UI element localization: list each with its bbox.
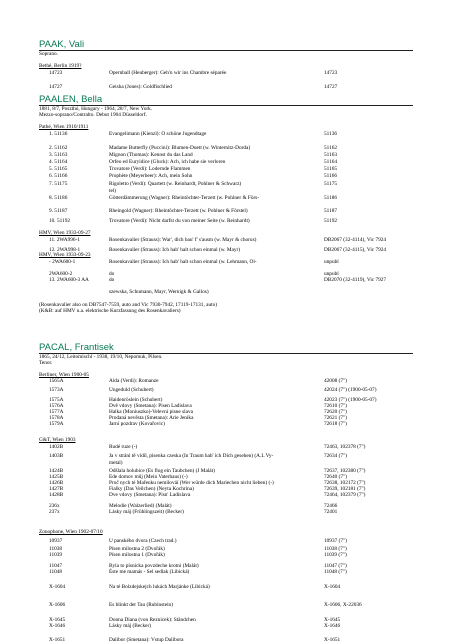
matrix-number: 1. 51136 (49, 131, 68, 137)
matrix-number: 11. 2WA996-1 (49, 237, 80, 243)
record-title: Opernball (Heuberger): Geh'n wir ins Chambre séparée (109, 70, 227, 76)
catalog-number: unpubl (324, 271, 339, 277)
record-title: Rosenkavalier (Strauss): Ich hab' halt schon einmal (w. Mayr) (109, 247, 241, 253)
record-title: Lásky máj (Becker) (109, 623, 152, 629)
catalog-number: X-1645 (324, 617, 341, 623)
record-title: Písen milostna 2 (Dvořák) (109, 546, 165, 552)
matrix-number: 9. 51187 (49, 208, 68, 214)
catalog-number: DB2070 (32-4119), Vic 7927 (324, 277, 387, 283)
catalog-number: DB2067 (32-4114), Vic 7924 (324, 237, 387, 243)
record-title: Geisha (Jones): Goldfischlied (109, 84, 172, 90)
record-title: Evangelimann (Kienzl): O schöne Jugendtage (109, 131, 207, 137)
session-heading: Berliner, Wien 1900-05 (39, 372, 89, 378)
record-title: U panského dvora (Czech trad.) (109, 538, 177, 544)
artist-details: Mezzo-soprano/Contralto. Debut 1904 Düsseldorf. (39, 112, 147, 118)
matrix-number: 1424B (49, 468, 64, 474)
record-title: Proč nych té Mařenku nemilováí (Wer würde dich Mariechen nicht lieben) (-) (109, 480, 274, 486)
matrix-number: 6. 51166 (49, 173, 68, 179)
record-title: Trovatore (Verdi): Lodernde Flammen (109, 166, 191, 172)
matrix-number: 1576A (49, 403, 64, 409)
artist-details: Tenor. (39, 360, 53, 366)
record-title: Ungeduld (Schubert) (109, 387, 154, 393)
matrix-number: - 2WA600-1 (49, 259, 76, 265)
matrix-number: 3. 51163 (49, 152, 68, 158)
catalog-number: 51186 (324, 195, 338, 201)
record-title: Dvě vdovy (Smetana): Pisen Ladislava (109, 403, 192, 409)
session-heading: G&T, Wien 1903 (39, 437, 76, 443)
matrix-number: 11047 (49, 563, 63, 569)
matrix-number: X-1645 (49, 617, 66, 623)
catalog-number: 51187 (324, 208, 338, 214)
record-title: Lásky máj (Frühlingszeit) (Becker) (109, 509, 184, 515)
continuation-text: metal) (109, 460, 123, 466)
record-title: Orfeo ed Euryidice (Gluck): Ach, ich habe sie verloren (109, 159, 226, 165)
record-title: do (109, 277, 115, 283)
artist-details: Soprano. (39, 51, 58, 57)
catalog-number: 72620 (7") (324, 409, 347, 415)
matrix-number: X-1651 (49, 637, 66, 643)
catalog-number: 51175 (324, 181, 338, 187)
catalog-number: 72463, 102378 (7") (324, 444, 366, 450)
session-heading: Bethé, Berlin 1919? (39, 63, 82, 69)
record-title: Götterdämmerung (Wagner): Rheintöchter-Terzett (w. Pohlner & Förs- (109, 195, 260, 201)
record-title: Éste me mamás - Sel sedlak (Libická) (109, 569, 190, 575)
record-title: Haidenröslein (Schubert) (109, 397, 163, 403)
matrix-number: 2WA600-2 (49, 271, 73, 277)
artist-name: PAALEN, Bella (39, 94, 103, 105)
catalog-number: X-1606, X-22036 (324, 602, 362, 608)
catalog-number: 42023 (7") (1900-05-07) (324, 397, 377, 403)
catalog-number: 72639, 102181 (7") (324, 486, 366, 492)
catalog-number: 72640 (7") (324, 474, 347, 480)
matrix-number: 1402B (49, 444, 64, 450)
matrix-number: 1426B (49, 480, 64, 486)
matrix-number: 2. 51162 (49, 145, 68, 151)
matrix-number: 11039 (49, 552, 63, 558)
matrix-number: 11048 (49, 569, 63, 575)
matrix-number: 1565A (49, 378, 64, 384)
matrix-number: 10937 (49, 538, 63, 544)
matrix-number: 14727 (49, 84, 63, 90)
record-title: Mignon (Thomas): Kennst du das Land (109, 152, 193, 158)
record-title: Fialky (Das Veilchen) (Neyta Kochrína) (109, 486, 194, 492)
catalog-number: 51136 (324, 131, 338, 137)
record-title: Trovatore (Verdi): Nicht darfst du von meiner Seite (w. Reinhardt) (109, 218, 250, 224)
catalog-number: 51162 (324, 145, 338, 151)
catalog-number: 42008 (7") (324, 378, 347, 384)
record-title: Rudé ruze (-) (109, 444, 138, 450)
catalog-number: 51165 (324, 166, 338, 172)
session-heading: Pathé, Wien 1910/1911 (39, 124, 89, 130)
catalog-number: 11048 (7") (324, 569, 347, 575)
record-title: Madame Butterfly (Puccini): Blumen-Duett (w. Winternitz-Dorda) (109, 145, 251, 151)
record-title: Rigoletto (Verdi): Quartett (w. Reinhardt, Pohlner & Schwarz) (109, 181, 242, 187)
matrix-number: 1403B (49, 453, 64, 459)
matrix-number: 12. 2WA998-1 (49, 247, 81, 253)
catalog-number: X-1651 (324, 637, 341, 643)
matrix-number: 13. 2WA600-3 AA (49, 277, 89, 283)
catalog-number: 51164 (324, 159, 338, 165)
catalog-number: 72637, 102380 (7") (324, 468, 366, 474)
matrix-number: 7. 51175 (49, 181, 68, 187)
record-title: Ede domov můj (Mein Vaterhaus) (-) (109, 474, 188, 480)
record-title: Halka (Moniuszko)-Velevni pisne slava (109, 409, 193, 415)
catalog-number: 72610 (7") (324, 403, 347, 409)
record-title: Rosenkavalier (Strauss): War', dich bau' f' s'ausm (w. Mayr & chorus) (109, 237, 257, 243)
session-heading: Zonophone, Wien 1902-07/10 (39, 529, 103, 535)
record-title: Odšlala holubice (Es flog ein Taubchen) (J Malát) (109, 468, 215, 474)
catalog-number: 10937 (7") (324, 538, 347, 544)
record-title: Melodie (Walzerlied) (Malát) (109, 503, 172, 509)
matrix-number: 236x (49, 503, 60, 509)
continuation-text: szewska, Schumann, Mayr, Wernigk & Gallos) (109, 289, 209, 295)
matrix-number: X-1606 (49, 602, 66, 608)
record-title: Byla to písnicka povzdeche krotni (Malát) (109, 563, 199, 569)
matrix-number: 14723 (49, 70, 63, 76)
catalog-number: unpubl (324, 259, 339, 265)
matrix-number: X-1646 (49, 623, 66, 629)
catalog-number: 14723 (324, 70, 338, 76)
matrix-number: 10. 51192 (49, 218, 70, 224)
artist-name: PACAL, Frantisek (39, 342, 114, 353)
matrix-number: 1427B (49, 486, 64, 492)
continuation-text: tel) (109, 188, 117, 194)
session-heading: HMV, Wien 1933-09-23 (39, 252, 91, 258)
matrix-number: 1428B (49, 492, 64, 498)
catalog-number: 11047 (7") (324, 563, 347, 569)
matrix-number: 4. 51164 (49, 159, 68, 165)
record-title: do (109, 271, 115, 277)
record-title: Rosenkavalier (Strauss): Ich hab' halt schon einmal (w. Lehmann, Ol- (109, 259, 257, 265)
record-title: Písen milostna 1 (Dvořák) (109, 552, 165, 558)
name-rule (39, 50, 413, 51)
catalog-number: 72621 (7") (324, 415, 347, 421)
artist-name: PAAK, Vali (39, 39, 85, 50)
matrix-number: 8. 51186 (49, 195, 68, 201)
record-title: Donna Diana (von Reznicek): Ständchen (109, 617, 196, 623)
matrix-number: 1579A (49, 421, 64, 427)
catalog-number: 72466 (324, 503, 338, 509)
matrix-number: 237x (49, 509, 60, 515)
artist-details: 1881, 8/7, Poszthó, Hungary - 1964, 28/7, New York. (39, 106, 153, 112)
record-title: Aida (Verdi): Romanze (109, 378, 159, 384)
matrix-number: 1578A (49, 415, 64, 421)
catalog-number: 14727 (324, 84, 338, 90)
record-title: Prophète (Meyerbeer): Ach, mein Sohn (109, 173, 193, 179)
catalog-number: 72618 (7") (324, 421, 347, 427)
catalog-number: 51163 (324, 152, 338, 158)
record-title: Dve vdovy (Smetana): Pisn' Ladislava (109, 492, 191, 498)
catalog-number: X-1646 (324, 623, 341, 629)
catalog-number: DB2067 (32-4115), Vic 7924 (324, 247, 387, 253)
record-title: Ja v stráni tě vídíl, pisenka czeska (In Traum hab' ich Dich gesehen) (A.L Vy- (109, 453, 274, 459)
record-title: Dalibor (Smetana): Vstup Dalibora (109, 637, 184, 643)
artist-details: 1865, 24/12, Leitomischl - 1938, 19/10, Nepomuk, Pilsen. (39, 354, 163, 360)
footnote: (K&B: auf HMV u.a. elektrische Kurzfassung des Rosenkavaliers) (39, 308, 181, 314)
record-title: Jarní pozdrav (Kovařovic) (109, 421, 165, 427)
footnote: (Rosenkavalier also on DB7547-7559, auto and Vic 7930-7942, 17119-17131, auto) (39, 302, 217, 308)
record-title: Es blinkt der Tau (Rubinstein) (109, 602, 173, 608)
catalog-number: 72464, 102379 (7") (324, 492, 366, 498)
catalog-number: 51192 (324, 218, 338, 224)
catalog-number: X-1604 (324, 584, 341, 590)
session-heading: HMV, Wien 1933-09-27 (39, 230, 91, 236)
catalog-number: 11039 (7") (324, 552, 347, 558)
record-title: Prodaná nevěsta (Smetana): Arie Jeníka (109, 415, 194, 421)
catalog-number: 72638, 102172 (7") (324, 480, 366, 486)
catalog-number: 72401 (324, 509, 338, 515)
matrix-number: 1577A (49, 409, 64, 415)
matrix-number: X-1604 (49, 584, 66, 590)
matrix-number: 1575A (49, 397, 64, 403)
catalog-number: 42024 (7") (1900-05-07) (324, 387, 377, 393)
record-title: Rheingold (Wagner): Rheintöchter-Terzett (w. Pohlner & Förstel) (109, 208, 248, 214)
record-title: Na té Bolzdejskejch lukách Marjánke (Libická) (109, 584, 210, 590)
matrix-number: 5. 51165 (49, 166, 68, 172)
matrix-number: 11038 (49, 546, 63, 552)
matrix-number: 1425B (49, 474, 64, 480)
catalog-number: 72634 (7") (324, 453, 347, 459)
matrix-number: 1573A (49, 387, 64, 393)
catalog-number: 11038 (7") (324, 546, 347, 552)
catalog-number: 51166 (324, 173, 338, 179)
